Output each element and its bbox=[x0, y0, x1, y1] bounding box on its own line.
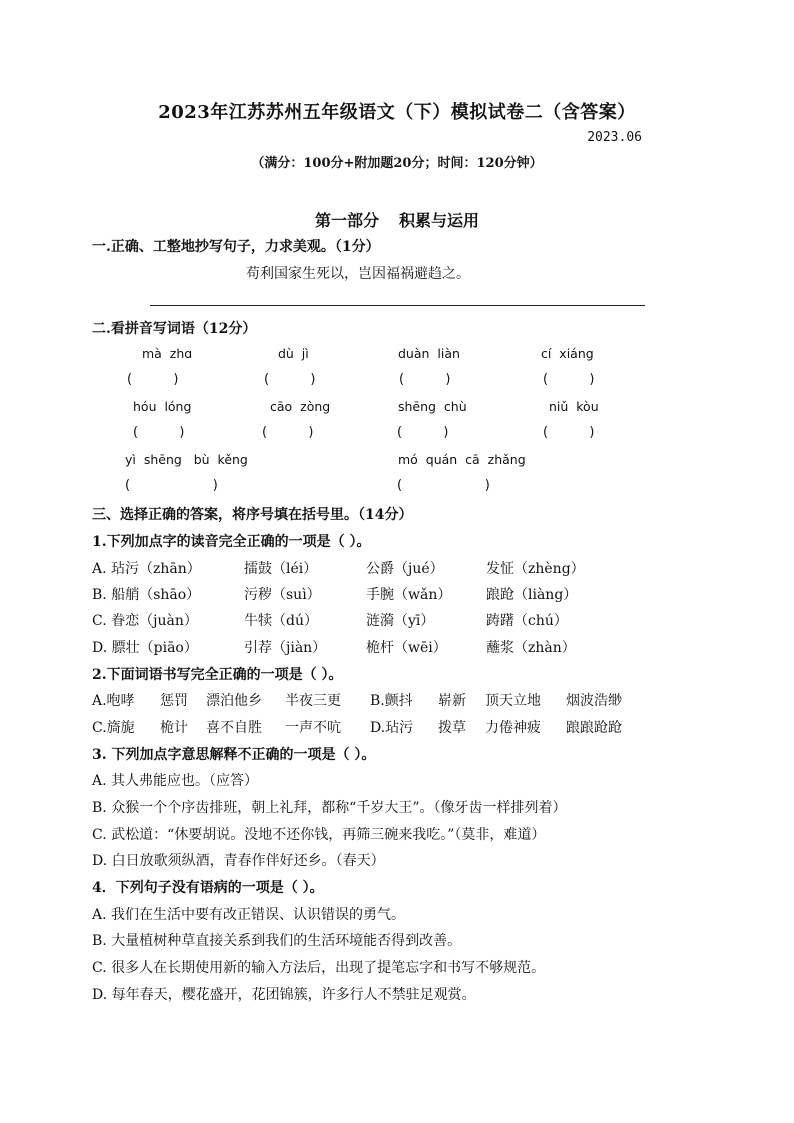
option-item: 牛犊（dú） bbox=[244, 613, 318, 629]
pinyin-1: mà zhɑ bbox=[142, 346, 193, 361]
q3-4-question: 4．下列句子没有语病的一项是（ ）。 bbox=[92, 880, 324, 896]
option-d: D. 白日放歌须纵酒，青春作伴好还乡。（春天） bbox=[92, 853, 385, 869]
option-item: 公爵（jué） bbox=[366, 561, 444, 577]
q3-1-question: 1.下列加点字的读音完全正确的一项是（ ）。 bbox=[92, 534, 371, 550]
option-word: 力倦神疲 bbox=[485, 720, 541, 736]
option-d: D.玷污 bbox=[370, 720, 414, 736]
option-word: 漂泊他乡 bbox=[206, 693, 262, 709]
option-item: 涟漪（yī） bbox=[366, 613, 435, 629]
option-b: B.颤抖 bbox=[370, 693, 413, 709]
option-item: 桅杆（wēi） bbox=[366, 640, 447, 656]
option-word: 半夜三更 bbox=[285, 693, 341, 709]
q3-3-question: 3. 下列加点字意思解释不正确的一项是（ ）。 bbox=[92, 747, 376, 763]
pinyin-7: shēng chù bbox=[398, 399, 467, 414]
option-word: 喜不自胜 bbox=[206, 720, 262, 736]
option-word: 顶天立地 bbox=[485, 693, 541, 709]
option-item: 发怔（zhèng） bbox=[486, 561, 585, 577]
page-title: 2023年江苏苏州五年级语文（下）模拟试卷二（含答案） bbox=[158, 102, 636, 123]
option-a: A. 我们在生活中要有改正错误、认识错误的勇气。 bbox=[92, 907, 406, 923]
option-b: B. 大量植树种草直接关系到我们的生活环境能否得到改善。 bbox=[92, 933, 462, 949]
option-item: 引荐（jiàn） bbox=[244, 640, 327, 656]
q2-heading: 二.看拼音写词语（12分） bbox=[92, 321, 257, 337]
writing-line[interactable] bbox=[150, 305, 645, 306]
answer-blank-long[interactable]: ( ) bbox=[125, 478, 218, 493]
pinyin-2: dù jì bbox=[278, 346, 309, 361]
pinyin-5: hóu lóng bbox=[133, 399, 192, 414]
answer-blank[interactable]: ( ) bbox=[262, 425, 314, 440]
option-word: 烟波浩缈 bbox=[566, 693, 622, 709]
option-word: 崭新 bbox=[438, 693, 466, 709]
q1-sentence: 苟利国家生死以，岂因福祸避趋之。 bbox=[246, 266, 470, 282]
q3-2-question: 2.下面词语书写完全正确的一项是（ ）。 bbox=[92, 667, 343, 683]
answer-blank[interactable]: ( ) bbox=[399, 372, 451, 387]
option-c: C. 武松道：“休要胡说。没地不还你钱，再筛三碗来我吃。”（莫非，难道） bbox=[92, 827, 546, 843]
option-item: 蘸浆（zhàn） bbox=[486, 640, 576, 656]
q3-heading: 三、选择正确的答案，将序号填在括号里。（14分） bbox=[92, 507, 413, 523]
option-item: 手腕（wǎn） bbox=[366, 587, 452, 603]
option-c: C. 很多人在长期使用新的输入方法后，出现了提笔忘字和书写不够规范。 bbox=[92, 960, 546, 976]
option-item: 污秽（suì） bbox=[244, 587, 321, 603]
pinyin-10: mó quán cā zhǎng bbox=[398, 452, 526, 467]
option-item: 踉跄（liàng） bbox=[486, 587, 578, 603]
option-a: A.咆哮 bbox=[92, 693, 135, 709]
option-word: 一声不吭 bbox=[285, 720, 341, 736]
answer-blank[interactable]: ( ) bbox=[127, 372, 179, 387]
answer-blank[interactable]: ( ) bbox=[397, 425, 449, 440]
option-item: 擂鼓（léi） bbox=[244, 561, 318, 577]
option-c: C. 眷恋（juàn） bbox=[92, 613, 198, 629]
exam-info: （满分：100分+附加题20分；时间：120分钟） bbox=[251, 156, 543, 171]
option-b: B. 众猴一个个序齿排班，朝上礼拜，都称“千岁大王”。（像牙齿一样排列着） bbox=[92, 800, 567, 816]
answer-blank[interactable]: ( ) bbox=[543, 372, 595, 387]
option-b: B. 船艄（shāo） bbox=[92, 587, 201, 603]
option-item: 踌躇（chú） bbox=[486, 613, 568, 629]
option-c: C.旖旎 bbox=[92, 720, 135, 736]
answer-blank-long[interactable]: ( ) bbox=[397, 478, 490, 493]
pinyin-8: niǔ kòu bbox=[549, 399, 599, 414]
option-a: A. 玷污（zhān） bbox=[92, 561, 201, 577]
q1-heading: 一.正确、工整地抄写句子，力求美观。（1分） bbox=[92, 239, 380, 255]
pinyin-4: cí xiáng bbox=[541, 346, 594, 361]
option-word: 踉踉跄跄 bbox=[566, 720, 622, 736]
option-word: 桅计 bbox=[160, 720, 188, 736]
answer-blank[interactable]: ( ) bbox=[543, 425, 595, 440]
option-word: 惩罚 bbox=[160, 693, 188, 709]
answer-blank[interactable]: ( ) bbox=[264, 372, 316, 387]
exam-date: 2023.06 bbox=[587, 130, 642, 145]
part-label: 第一部分 bbox=[314, 211, 379, 230]
part-name: 积累与运用 bbox=[399, 211, 480, 230]
option-a: A. 其人弗能应也。（应答） bbox=[92, 773, 259, 789]
option-word: 拨草 bbox=[438, 720, 466, 736]
pinyin-3: duàn liàn bbox=[398, 346, 460, 361]
answer-blank[interactable]: ( ) bbox=[133, 425, 185, 440]
pinyin-6: cāo zòng bbox=[270, 399, 331, 414]
pinyin-9: yì shēng bù kěng bbox=[125, 452, 248, 467]
option-d: D. 每年春天，樱花盛开，花团锦簇，许多行人不禁驻足观赏。 bbox=[92, 987, 476, 1003]
option-d: D. 膘壮（piāo） bbox=[92, 640, 198, 656]
part-heading bbox=[0, 208, 794, 231]
